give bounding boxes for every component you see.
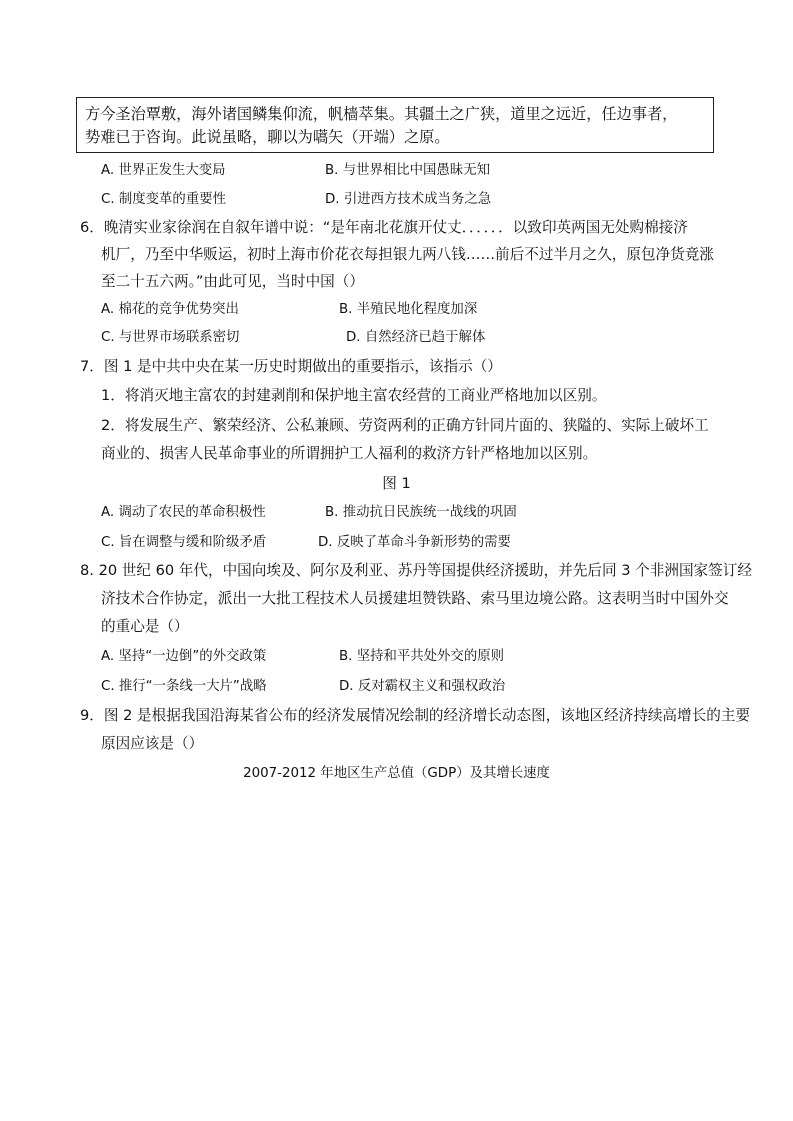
- q6-stem-line-1: 6．晚清实业家徐润在自叙年谱中说：“是年南北花旗开仗丈．．．．．．以致印英两国无处购棉接济: [80, 219, 688, 236]
- q5-option-d[interactable]: D. 引进西方技术成当务之急: [325, 192, 492, 207]
- q5-option-a[interactable]: A. 世界正发生大变局: [101, 163, 226, 178]
- q8-stem-line-1: 8. 20 世纪 60 年代，中国向埃及、阿尔及利亚、苏丹等国提供经济援助，并先后同 3 个非洲国家签订经: [80, 562, 752, 579]
- quote-line-2: 势难已于咨询。此说虽略，聊以为嚆矢（开端）之原。: [85, 128, 450, 146]
- q6-option-d[interactable]: D. 自然经济已趋于解体: [346, 330, 486, 345]
- q7-item-2-line-a: 2．将发展生产、繁荣经济、公私兼顾、劳资两利的正确方针同片面的、狭隘的、实际上破坏工: [101, 417, 709, 434]
- q6-stem-line-2: 机厂，乃至中华贩运，初时上海市价花衣每担银九两八钱……前后不过半月之久，原包净货竟涨: [101, 246, 714, 263]
- q7-item-1: 1．将消灭地主富农的封建剥削和保护地主富农经营的工商业严格地加以区别。: [101, 387, 607, 404]
- q8-option-a[interactable]: A. 坚持“一边倒”的外交政策: [101, 649, 267, 664]
- q6-stem-line-3: 至二十五六两。”由此可见，当时中国（）: [101, 273, 364, 290]
- q8-stem-line-3: 的重心是（）: [101, 618, 189, 635]
- q6-option-a[interactable]: A. 棉花的竞争优势突出: [101, 302, 239, 317]
- figure-2-title: 2007-2012 年地区生产总值（GDP）及其增长速度: [243, 766, 550, 781]
- figure-1-caption: 图 1: [382, 475, 411, 492]
- q6-option-b[interactable]: B. 半殖民地化程度加深: [339, 302, 478, 317]
- q8-option-c[interactable]: C. 推行“一条线一大片”战略: [101, 679, 267, 694]
- q7-option-d[interactable]: D. 反映了革命斗争新形势的需要: [318, 535, 511, 550]
- q8-stem-line-2: 济技术合作协定，派出一大批工程技术人员援建坦赞铁路、索马里边境公路。这表明当时中国外交: [101, 590, 729, 607]
- q7-option-a[interactable]: A. 调动了农民的革命积极性: [101, 505, 266, 520]
- q8-option-d[interactable]: D. 反对霸权主义和强权政治: [339, 679, 506, 694]
- q7-option-c[interactable]: C. 旨在调整与缓和阶级矛盾: [101, 535, 267, 550]
- quote-box: [76, 97, 714, 153]
- q5-option-c[interactable]: C. 制度变革的重要性: [101, 192, 226, 207]
- q7-option-b[interactable]: B. 推动抗日民族统一战线的巩固: [325, 505, 517, 520]
- q8-option-b[interactable]: B. 坚持和平共处外交的原则: [339, 649, 504, 664]
- q5-option-b[interactable]: B. 与世界相比中国愚昧无知: [325, 163, 490, 178]
- q9-stem-line-1: 9．图 2 是根据我国沿海某省公布的经济发展情况绘制的经济增长动态图，该地区经济持续高增长的主要: [80, 707, 750, 724]
- q6-option-c[interactable]: C. 与世界市场联系密切: [101, 330, 240, 345]
- quote-line-1: 方今圣治覃敷，海外诸国鳞集仰流，帆樯萃集。其疆土之广狭，道里之远近，任边事者，: [85, 105, 678, 123]
- q7-item-2-line-b: 商业的、损害人民革命事业的所谓拥护工人福利的救济方针严格地加以区别。: [101, 445, 598, 462]
- q7-stem-line-1: 7．图 1 是中共中央在某一历史时期做出的重要指示，该指示（）: [80, 358, 502, 375]
- q9-stem-line-2: 原因应该是（）: [101, 735, 204, 752]
